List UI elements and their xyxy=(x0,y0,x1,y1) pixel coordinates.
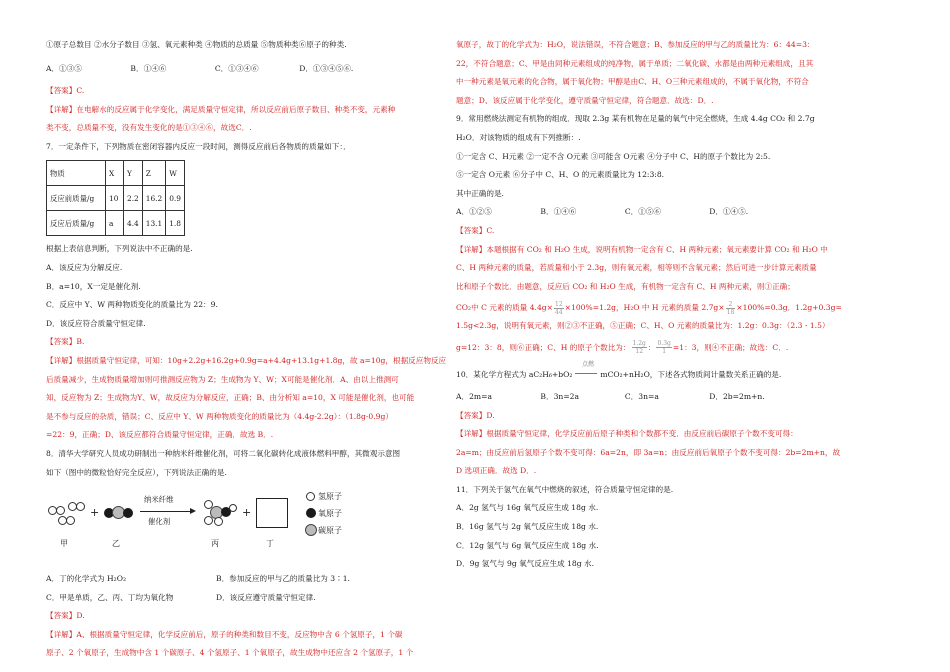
q8-answer: 【答案】D. xyxy=(46,611,85,621)
q6-items: ①原子总数目 ②水分子数目 ③氢、氧元素种类 ④物质的总质量 ⑤物质种类⑥原子的种类. xyxy=(46,40,347,49)
left-column xyxy=(46,40,454,667)
table-row xyxy=(47,186,185,211)
table-cell: 0.9 xyxy=(166,186,185,211)
q7-answer: 【答案】B. xyxy=(46,337,85,347)
q8-option-b: B．参加反应的甲与乙的质量比为 3∶1. xyxy=(216,574,350,584)
reaction-arrow xyxy=(575,373,597,374)
q10-answer: 【答案】D. xyxy=(456,410,495,420)
q6-answer: 【答案】C. xyxy=(46,86,85,95)
q11-option-c: C．12g 氢气与 6g 氧气反应生成 18g 水. xyxy=(456,540,599,550)
q9-item-3: 其中正确的是. xyxy=(456,188,504,198)
right-column xyxy=(456,40,856,578)
q7-option-a: A．该反应为分解反应. xyxy=(46,262,123,272)
catalyst-label-2: 催化剂 xyxy=(148,517,171,527)
fraction-2-18 xyxy=(726,301,736,316)
hydrogen-atom xyxy=(204,516,213,525)
q11-option-a: A．2g 氢气与 16g 氧气反应生成 18g 水. xyxy=(456,503,599,513)
q6-detail-1: 【详解】在电解水的反应属于化学变化，满足质量守恒定律，所以反应前后原子数目、种类不变，元素种 xyxy=(46,104,396,114)
label-bing: 丙 xyxy=(211,539,219,549)
q8-option-c: C．甲是单质，乙、丙、丁均为氧化物 xyxy=(46,592,174,602)
q8-detail-2: 原子、2 个氧原子，生成物中含 1 个碳原子、4 个氢原子、1 个氧原子，故生成物中还应含 2 个氢原子，1 个 xyxy=(46,648,414,658)
q9-option-d: D．①④⑤. xyxy=(709,207,749,217)
table-cell: 反应后质量/g xyxy=(47,211,106,236)
table-cell: a xyxy=(106,211,124,236)
q7-detail-2: 后质量减少，生成物质量增加则可推测反应物为 Z；生成物为 Y、W；X可能是催化剂．A、由以上推测可 xyxy=(46,374,399,384)
arrow-head-icon xyxy=(190,508,196,514)
hydrogen-atom xyxy=(66,516,75,525)
oxygen-atom xyxy=(123,508,133,518)
legend-carbon: 碳原子 xyxy=(318,526,342,536)
q9-detail-1: 【详解】本题根据有 CO₂ 和 H₂O 生成，说明有机物一定含有 C、H 两种元素；氧元素要计算 CO₂ 和 H₂O 中 xyxy=(456,244,828,254)
table-cell: 4.4 xyxy=(124,211,143,236)
q9-calc-c: ×100%=0.3g．1.2g+0.3g= xyxy=(736,303,842,313)
q8-cont-3: 中一种元素是氧元素的化合物，属于氧化物；甲醇是由C、H、O三种元素组成的，不属于氧化物，不符合 xyxy=(456,77,809,87)
q9-calc-b: ×100%=1.2g，H₂O 中 H 元素的质量 2.7g× xyxy=(564,303,725,313)
table-cell: 反应前质量/g xyxy=(47,186,106,211)
q10-detail-1: 【详解】根据质量守恒定律，化学反应前后原子种类和个数都不变．由反应前后碳原子个数不变可得： xyxy=(456,429,798,439)
q7-detail-3: 知，反应物为 Z；生成物为Y、W，故反应为分解反应，正确；B、由分析知 a=10，X 可能是催化剂，也可能 xyxy=(46,393,415,403)
hydrogen-atom xyxy=(229,504,237,512)
q10-option-a: A．2m=a xyxy=(456,391,492,401)
label-yi: 乙 xyxy=(112,539,120,549)
q8-options-row-1 xyxy=(46,574,454,584)
q9-detail-6: 1.5g<2.3g，说明有氧元素，则②③不正确，⑤正确；C、H、O 元素的质量比为：1.2g：0.3g：（2.3 - 1.5） xyxy=(456,321,830,331)
fraction-1.2g-12 xyxy=(632,340,647,355)
table-header-cell: X xyxy=(106,161,124,186)
q9-options xyxy=(456,207,856,217)
legend-oxygen: 氧原子 xyxy=(318,509,342,519)
q10-detail-2: 2a=m；由反应前后氢原子个数不变可得：6a=2n，即 3a=n；由反应前后氧原子个数不变可得：2b=2m+n，故 xyxy=(456,447,841,457)
q8-detail-1: 【详解】A、根据质量守恒定律，化学反应前后，原子的种类和数目不变，反应物中含 6 个氢原子，1 个碳 xyxy=(46,629,403,639)
legend-hydrogen: 氢原子 xyxy=(318,492,342,502)
q9-option-b: B．①④⑥ xyxy=(540,207,577,217)
q9-item-2: ⑤一定含 O元素 ⑥分子中 C、H、O 的元素质量比为 12:3:8. xyxy=(456,170,665,180)
legend-hydrogen-icon xyxy=(306,492,315,501)
table-row xyxy=(47,211,185,236)
q9-detail-ratio: g=12：3：8，则⑥正确；C、H 的原子个数比为： $\frac{1.2g}{12}$ ： $\frac{0.3g}{1}$ =1：3，则④不正确；故选：C．. xyxy=(456,340,789,356)
legend-carbon-icon xyxy=(305,524,317,536)
q7-detail-4: 是不参与反应的杂质，错误；C、反应中 Y、W 两种物质变化的质量比为（4.4g-2.2g）：（1.8g-0.9g） xyxy=(46,411,393,421)
q10-condition: 点燃 xyxy=(582,360,595,368)
table-header-cell: Z xyxy=(142,161,165,186)
q9-option-c: C．①⑤⑥ xyxy=(624,207,662,217)
q10-stem-b: mCO₂+nH₂O，下述各式物质间计量数关系正确的是. xyxy=(600,369,782,379)
table-header-cell: Y xyxy=(124,161,143,186)
q6-option-b: B．①④⑥ xyxy=(130,64,167,73)
q8-stem-2: 如下（图中的微粒恰好完全反应），下列说法正确的是. xyxy=(46,467,227,477)
reaction-figure xyxy=(46,486,454,568)
table-header-cell: W xyxy=(166,161,185,186)
q8-stem-1: 8．清华大学研究人员成功研制出一种纳米纤维催化剂，可将二氧化碳转化成液体燃料甲醇，其微观示意图 xyxy=(46,448,401,458)
plus-sign: + xyxy=(90,506,100,520)
q6-options xyxy=(46,64,454,74)
legend-oxygen-icon xyxy=(306,508,316,518)
q9-ratio-b: =1：3，则④不正确；故选：C．. xyxy=(672,342,789,352)
hydrogen-atom xyxy=(56,506,65,515)
q9-calc-a: CO₂中 C 元素的质量 4.4g× xyxy=(456,303,553,313)
q8-options-row-2 xyxy=(46,593,454,603)
fraction-den: 12 xyxy=(635,348,644,356)
table-header-row xyxy=(47,161,185,186)
q7-detail-5: =22：9，正确；D、该反应都符合质量守恒定律，正确．故选 B．. xyxy=(46,430,274,440)
fraction-0.3g-1 xyxy=(656,340,671,355)
q11-stem: 11．下列关于氢气在氧气中燃烧的叙述，符合质量守恒定律的是. xyxy=(456,484,674,494)
fraction-den: 44 xyxy=(555,308,563,316)
q9-item-1: ①一定含 C、H元素 ②一定不含 O元素 ③可能含 O元素 ④分子中 C、H的原子个数比为 2:5. xyxy=(456,151,771,161)
q11-option-b: B．16g 氢气与 2g 氧气反应生成 18g 水. xyxy=(456,522,599,532)
fraction-num: 2 xyxy=(726,301,736,309)
catalyst-label-1: 纳米纤维 xyxy=(144,495,174,505)
fraction-num: 12 xyxy=(555,300,563,308)
q10-stem-a: 10．某化学方程式为 aC₂H₆+bO₂ xyxy=(456,369,573,379)
q9-detail-2: C、H 两种元素的质量，若质量和小于 2.3g，则有氧元素，相等则不含氧元素；然后可进一步计算元素质量 xyxy=(456,263,817,273)
table-cell: 2.2 xyxy=(124,186,143,211)
q6-option-d: D．①③④⑤⑥. xyxy=(299,64,354,73)
q10-option-d: D．2b=2m+n. xyxy=(709,391,765,401)
q6-option-a: A．①③⑤ xyxy=(46,64,82,73)
q10-options xyxy=(456,392,856,402)
table-cell: 1.8 xyxy=(166,211,185,236)
q8-option-a: A．丁的化学式为 H₂O₂ xyxy=(46,574,126,584)
q7-option-b: B．a=10，X一定是催化剂. xyxy=(46,281,141,291)
fraction-12-44 xyxy=(554,301,564,316)
table-cell: 10 xyxy=(106,186,124,211)
fraction-den: 1 xyxy=(662,348,667,356)
q8-cont-1: 氧原子，故丁的化学式为：H₂O，说法错误，不符合题意；B、参加反应的甲与乙的质量比为：6：44=3： xyxy=(456,40,815,49)
q8-option-d: D．该反应遵守质量守恒定律. xyxy=(216,592,316,602)
fraction-num: 0.3g xyxy=(657,340,671,348)
q9-option-a: A．①②⑤ xyxy=(456,207,492,217)
reaction-arrow xyxy=(140,511,192,512)
label-ding: 丁 xyxy=(266,539,274,549)
table-cell: 16.2 xyxy=(142,186,165,211)
q7-detail-1: 【详解】根据质量守恒定律，可知：10g+2.2g+16.2g+0.9g=a+4.4g+13.1g+1.8g，故 a=10g，根据反应物反应 xyxy=(46,355,447,365)
q9-detail-3: 比和原子个数比．由题意，反应后 CO₂ 和 H₂O 生成，有机物一定含有 C、H 两种元素，则①正确； xyxy=(456,281,795,291)
label-jia: 甲 xyxy=(60,539,68,549)
hydrogen-atom xyxy=(76,502,85,511)
q10-stem xyxy=(456,360,856,380)
q7-question: 根据上表信息判断，下列说法中不正确的是. xyxy=(46,244,193,254)
q11-option-d: D．9g 氢气与 9g 氧气反应生成 18g 水. xyxy=(456,559,595,569)
q6-detail-2: 类不变，总质量不变，没有发生变化的是①③④⑥，故选C．. xyxy=(46,123,252,133)
q9-answer: 【答案】C. xyxy=(456,225,495,235)
q7-option-d: D．该反应符合质量守恒定律. xyxy=(46,318,146,328)
table-header-cell: 物质 xyxy=(47,161,106,186)
q9-detail-calc xyxy=(456,300,856,316)
plus-sign: + xyxy=(242,506,252,520)
q10-detail-3: D 选项正确．故选 D．. xyxy=(456,466,537,476)
q8-cont-2: 22，不符合题意；C、甲是由同种元素组成的纯净物，属于单质；二氧化碳、水都是由两种元素组成，且其 xyxy=(456,58,814,68)
fraction-den: 18 xyxy=(726,308,735,316)
q8-cont-4: 题意；D、该反应属于化学变化，遵守质量守恒定律，符合题意．故选：D．. xyxy=(456,95,714,105)
q7-stem: 7．一定条件下，下列物质在密闭容器内反应一段时间，测得反应前后各物质的质量如下：． xyxy=(46,141,351,151)
fraction-num: 1.2g xyxy=(632,340,646,348)
q9-stem-1: 9．常用燃烧法测定有机物的组成．现取 2.3g 某有机物在足量的氧气中完全燃烧，生成 4.4g CO₂ 和 2.7g xyxy=(456,114,815,124)
q9-stem-2: H₂O．对该物质的组成有下列推断：. xyxy=(456,132,581,142)
hydrogen-atom xyxy=(214,517,223,526)
mass-table xyxy=(46,160,185,236)
empty-box-ding xyxy=(256,498,288,528)
q9-ratio-a: g=12：3：8，则⑥正确；C、H 的原子个数比为： xyxy=(456,342,631,352)
q6-option-c: C．①③④⑥ xyxy=(214,64,259,73)
q10-option-b: B．3n=2a xyxy=(540,391,580,401)
table-cell: 13.1 xyxy=(142,211,165,236)
q10-option-c: C．3n=a xyxy=(624,391,659,401)
q7-option-c: C．反应中 Y、W 两种物质变化的质量比为 22：9. xyxy=(46,300,218,310)
